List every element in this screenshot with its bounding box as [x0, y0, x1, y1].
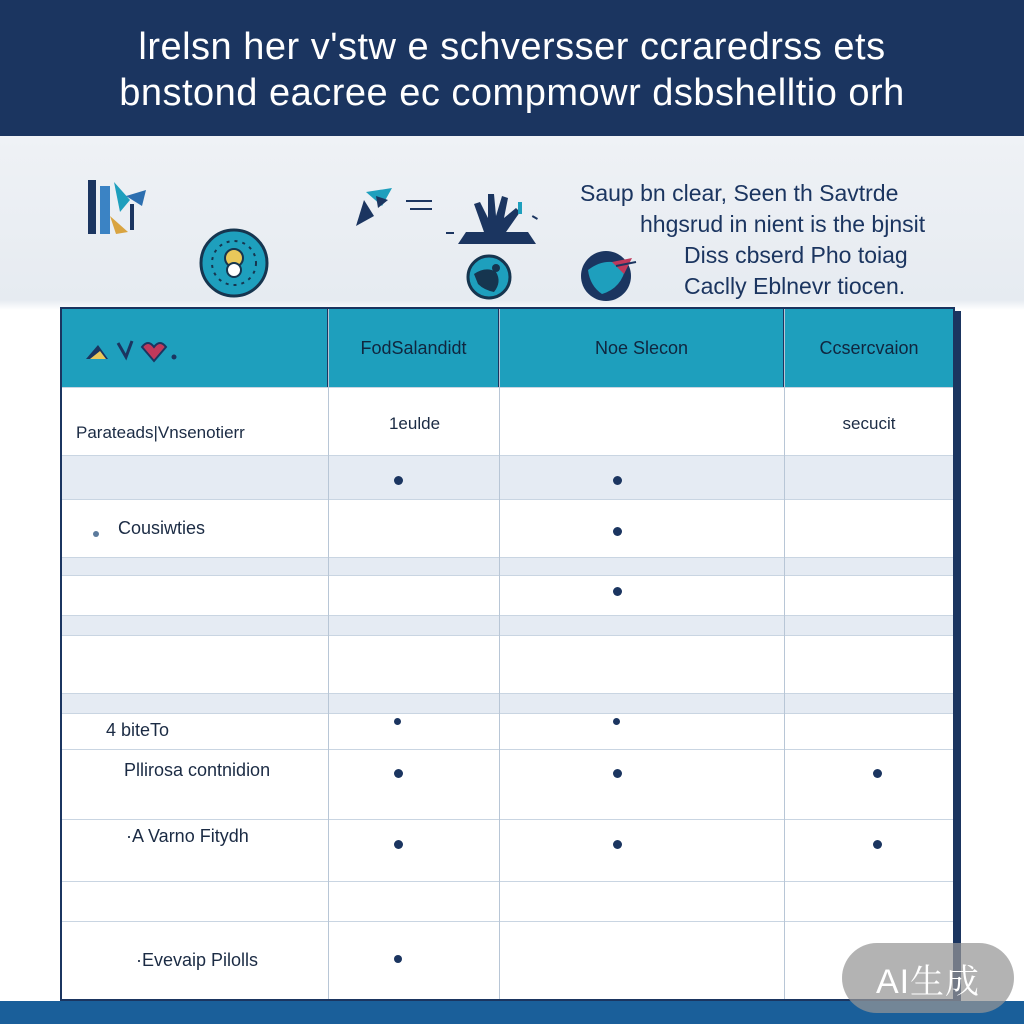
row-label-10: ·Evevaip Pilolls	[136, 950, 259, 970]
header-cell-icon	[62, 309, 329, 387]
cell-text: secucit	[842, 414, 896, 433]
check-dot	[394, 955, 402, 963]
check-dot	[613, 718, 620, 725]
header-cell-2: Noe Slecon	[500, 309, 785, 387]
banner-title-line-2: bnstond eacree ec compmowr dsbshelltio orh	[119, 72, 905, 114]
check-dot	[873, 769, 882, 778]
check-dot	[613, 769, 622, 778]
cell-text: 1eulde	[388, 414, 441, 433]
planet-icon	[466, 254, 512, 300]
header-banner	[0, 0, 1024, 136]
header-cell-1: FodSalandidt	[329, 309, 500, 387]
column-divider	[499, 309, 500, 999]
bird-icon	[352, 186, 438, 230]
table-row	[62, 635, 953, 693]
table-row	[62, 693, 953, 713]
header-cell-3: Ccsercvaion	[819, 337, 919, 358]
check-dot	[873, 840, 882, 849]
description-line-1: Saup bn clear, Seen th Savtrde	[580, 180, 899, 206]
banner-title-line-1: lrelsn her v'stw e schversser ccraredrss ets	[138, 26, 886, 68]
check-dot	[613, 527, 622, 536]
table-row	[62, 713, 953, 749]
table-row	[62, 557, 953, 575]
table-row	[62, 455, 953, 499]
globe-icon	[198, 228, 270, 298]
row-label-1: Parateads|Vnsenotierr	[76, 423, 245, 442]
ai-generated-badge: AI生成	[842, 943, 1014, 1013]
table-row	[62, 575, 953, 615]
row-label-6: 4 biteTo	[106, 720, 170, 740]
paint-tools-icon	[86, 176, 156, 240]
row-label-8: ·A Varno Fitydh	[126, 826, 249, 846]
description-line-2: hhgsrud in nient is the bjnsit	[640, 211, 926, 237]
table-header	[62, 309, 953, 387]
illustration-strip	[0, 136, 1024, 308]
row-label-3: Cousiwties	[118, 518, 206, 538]
check-dot	[613, 476, 622, 485]
description-line-3: Diss cbserd Pho toiag	[684, 242, 908, 268]
check-dot	[394, 840, 403, 849]
check-dot	[394, 718, 401, 725]
column-divider	[328, 309, 329, 999]
tools-heart-icon	[82, 333, 182, 363]
table-row	[62, 615, 953, 635]
check-dot	[613, 587, 622, 596]
check-dot	[394, 769, 403, 778]
row-label-7: Pllirosa contnidion	[124, 760, 271, 780]
raised-hand-icon	[444, 188, 550, 250]
description-line-4: Caclly Eblnevr tiocen.	[684, 273, 906, 299]
check-dot	[613, 840, 622, 849]
table-row	[62, 881, 953, 921]
bullet	[93, 531, 99, 537]
feature-description	[580, 178, 1000, 308]
check-dot	[394, 476, 403, 485]
column-divider	[784, 309, 785, 999]
comparison-table	[60, 307, 955, 1001]
